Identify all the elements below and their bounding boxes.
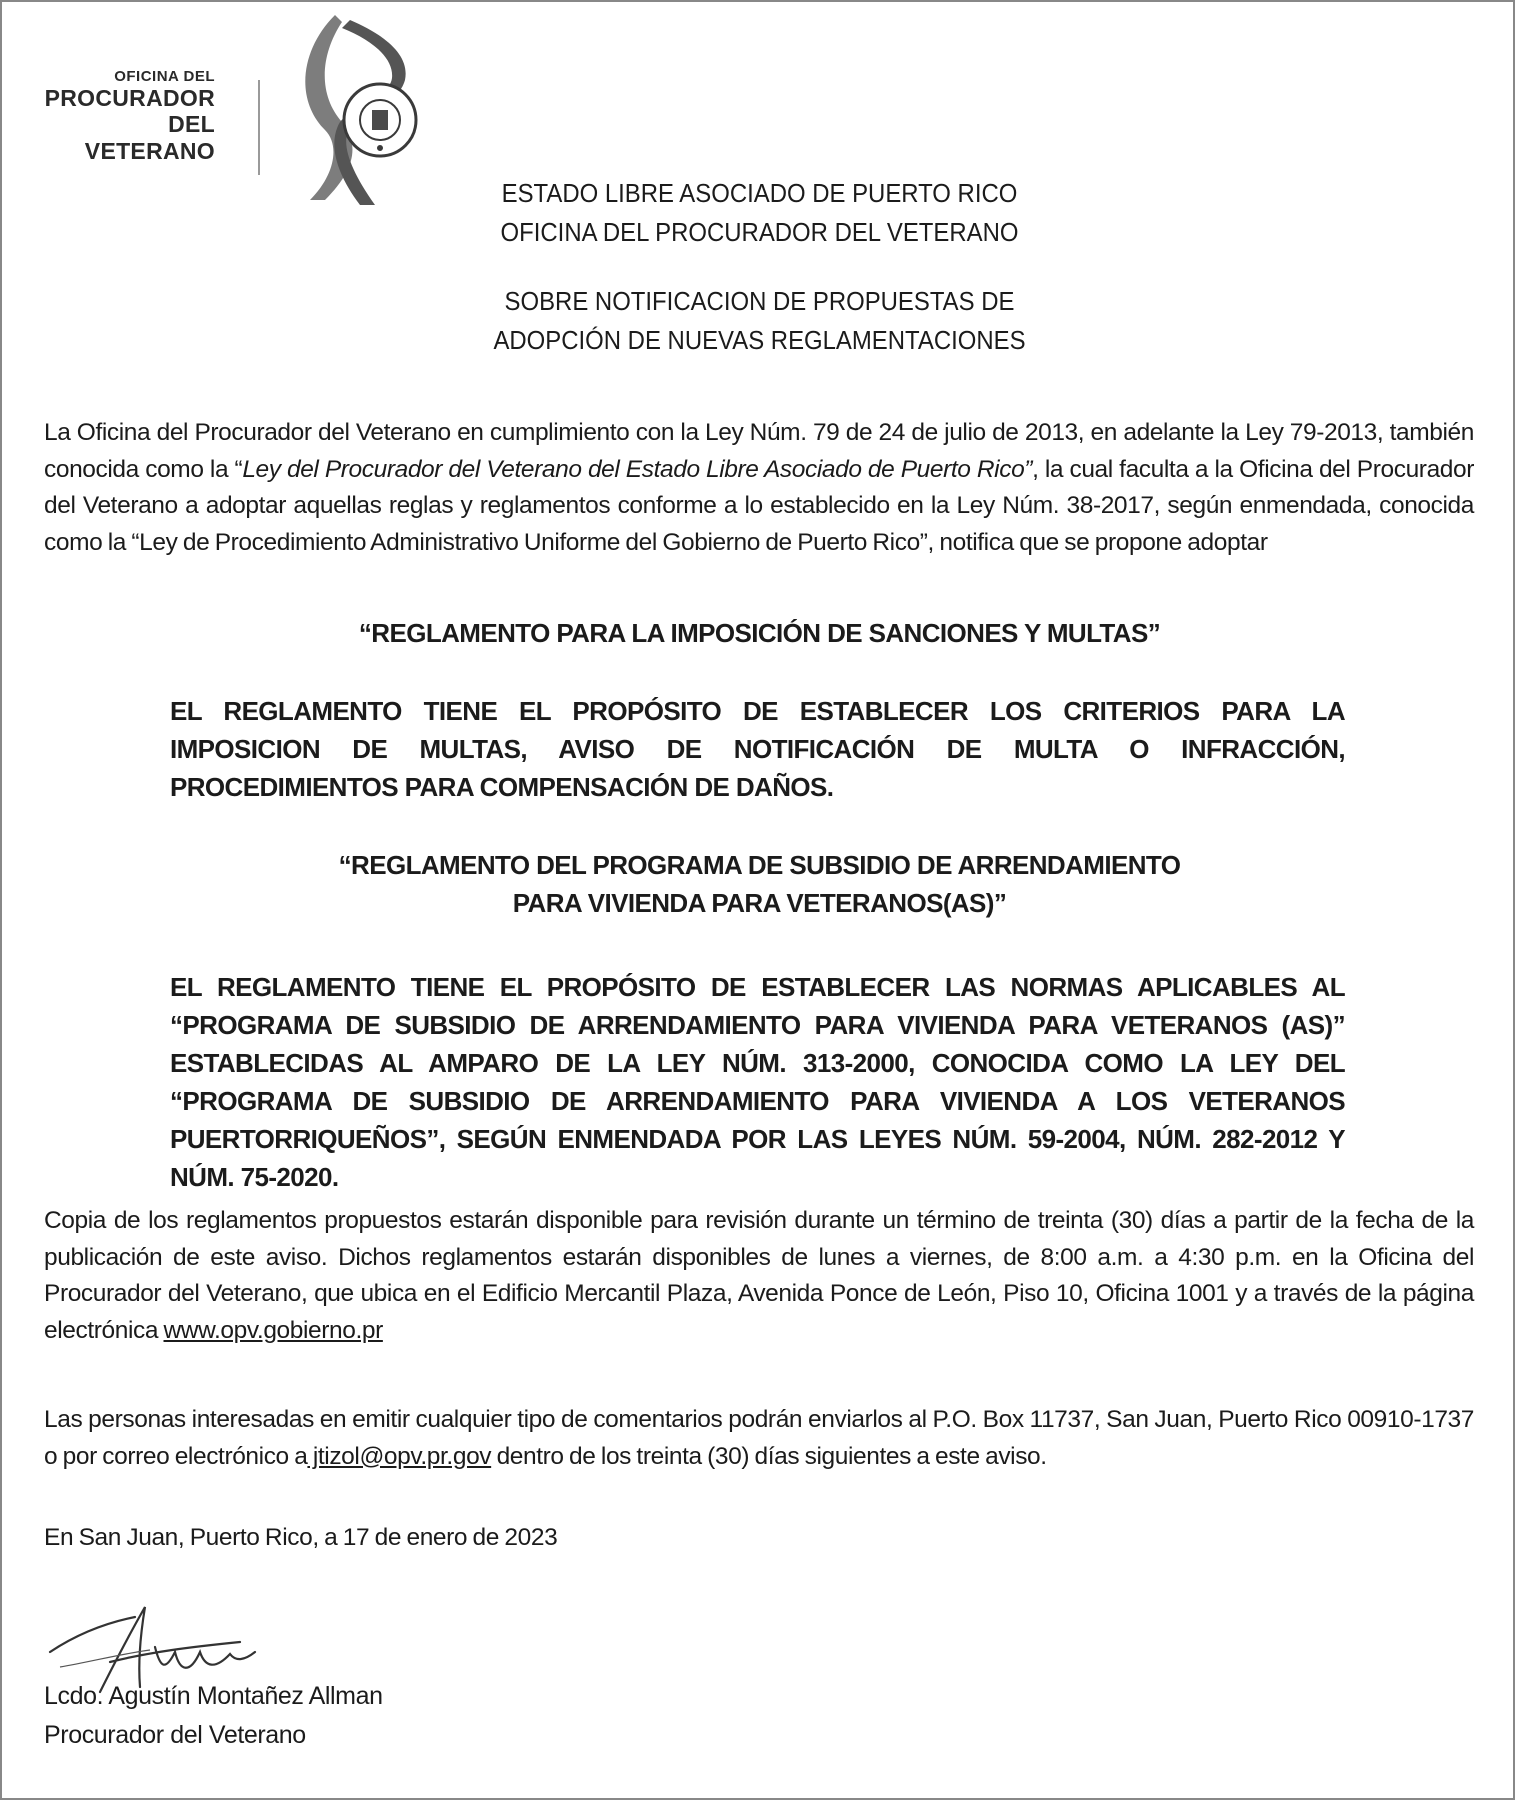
comments-text-1: Las personas interesadas en emitir cualquier tipo de comentarios podrán enviarlos al P.O. Box 11737, San Juan, Puerto Rico 00910-1737 o por correo electrónico a <box>44 1406 1474 1470</box>
availability-paragraph <box>44 1203 1474 1349</box>
notice-header <box>63 174 1457 360</box>
intro-text-2: , la cual faculta a la Oficina del Procurador del Veterano a adoptar aquellas reglas y reglamentos conforme a lo establecido en la Ley Núm. 38-2017, según enmendada, conocida como la “Ley de Procedimiento Administrativo Uniforme del Gobierno de Puerto Rico”, notifica que se propone adoptar <box>44 455 1475 556</box>
availability-text: Copia de los reglamentos propuestos estarán disponible para revisión durante un término de treinta (30) días a partir de la fecha de la publicación de este aviso. Dichos reglamentos estarán disponibles de lunes a viernes, de 8:00 a.m. a 4:30 p.m. en la Oficina del Procurador del Veterano, que ubica en el Edificio Mercantil Plaza, Avenida Ponce de León, Piso 10, Oficina 1001 y a través de la página electrónica <box>44 1207 1474 1344</box>
comments-paragraph <box>44 1402 1474 1475</box>
regulation-1-title: “REGLAMENTO PARA LA IMPOSICIÓN DE SANCIONES Y MULTAS” <box>358 618 1161 648</box>
header-line-1: ESTADO LIBRE ASOCIADO DE PUERTO RICO <box>501 178 1018 208</box>
logo-line-2: PROCURADOR <box>44 85 215 112</box>
header-line-3: SOBRE NOTIFICACION DE PROPUESTAS DE <box>504 286 1015 316</box>
logo-divider <box>258 80 260 175</box>
regulation-2-title <box>2 846 1515 922</box>
header-line-4: ADOPCIÓN DE NUEVAS REGLAMENTACIONES <box>493 325 1026 355</box>
website-link[interactable]: www.opv.gobierno.pr <box>163 1316 383 1344</box>
regulation-2-purpose: EL REGLAMENTO TIENE EL PROPÓSITO DE ESTABLECER LAS NORMAS APLICABLES AL “PROGRAMA DE SUBSIDIO DE ARRENDAMIENTO PARA VIVIENDA PARA VETERANOS (AS)” ESTABLECIDAS AL AMPARO DE LA LEY NÚM. 313-2000, CONOCIDA COMO LA LEY DEL “PROGRAMA DE SUBSIDIO DE ARRENDAMIENTO PARA VIVIENDA A LOS VETERANOS PUERTORRIQUEÑOS”, SEGÚN ENMENDADA POR LAS LEYES NÚM. 59-2004, NÚM. 282-2012 Y NÚM. 75-2020. <box>170 972 1345 1192</box>
signer-name: Lcdo. Agustín Montañez Allman <box>44 1682 383 1710</box>
signer-title: Procurador del Veterano <box>44 1721 306 1749</box>
logo-line-1: OFICINA DEL <box>114 68 215 85</box>
regulation-2-title-line-2: PARA VIVIENDA PARA VETERANOS(AS)” <box>512 888 1007 918</box>
date-line: En San Juan, Puerto Rico, a 17 de enero de 2023 <box>44 1524 558 1551</box>
logo-line-4: VETERANO <box>84 137 215 164</box>
regulation-1-purpose: EL REGLAMENTO TIENE EL PROPÓSITO DE ESTABLECER LOS CRITERIOS PARA LA IMPOSICION DE MULTAS, AVISO DE NOTIFICACIÓN DE MULTA O INFRACCIÓN, PROCEDIMIENTOS PARA COMPENSACIÓN DE DAÑOS. <box>170 696 1345 802</box>
logo-line-3: DEL <box>168 111 215 138</box>
signer-block <box>44 1677 383 1755</box>
intro-paragraph <box>44 415 1474 561</box>
logo-wordmark <box>40 68 215 164</box>
comments-text-2: dentro de los treinta (30) días siguientes a este aviso. <box>491 1442 1047 1470</box>
header-line-2: OFICINA DEL PROCURADOR DEL VETERANO <box>500 217 1019 247</box>
intro-text-1: La Oficina del Procurador del Veterano en cumplimiento con la Ley Núm. 79 de 24 de julio de 2013, en adelante la Ley 79-2013, también conocida como la “ <box>44 419 1474 483</box>
regulation-2-title-line-1: “REGLAMENTO DEL PROGRAMA DE SUBSIDIO DE ARRENDAMIENTO <box>338 850 1181 880</box>
intro-law-title: Ley del Procurador del Veterano del Estado Libre Asociado de Puerto Rico” <box>242 455 1033 483</box>
email-link[interactable]: jtizol@opv.pr.gov <box>307 1442 492 1470</box>
